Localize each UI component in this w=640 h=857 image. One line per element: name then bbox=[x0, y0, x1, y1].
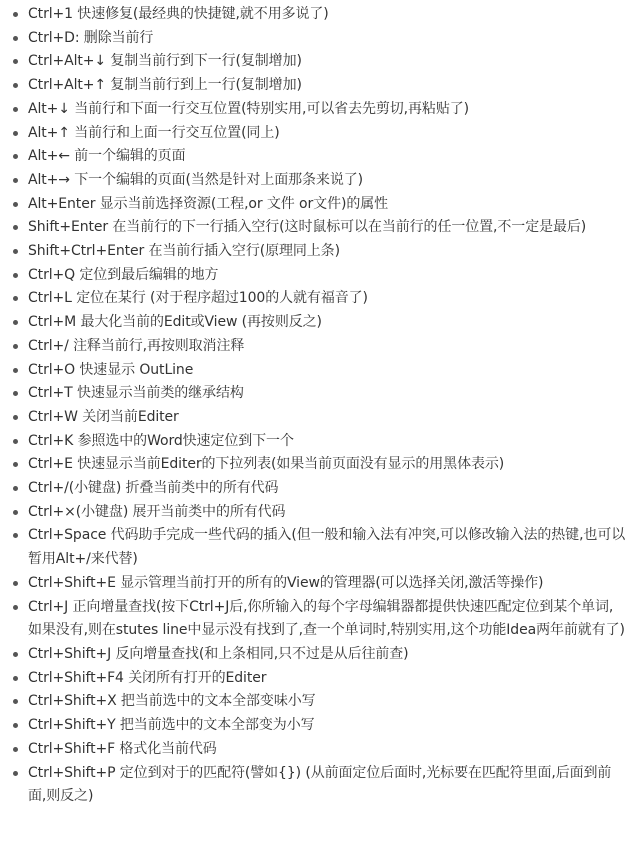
list-item: Ctrl+Shift+Y 把当前选中的文本全部变为小写 bbox=[12, 714, 626, 738]
list-item: Ctrl+Shift+E 显示管理当前打开的所有的View的管理器(可以选择关闭,激活等操作) bbox=[12, 572, 626, 596]
list-item: Ctrl+L 定位在某行 (对于程序超过100的人就有福音了) bbox=[12, 287, 626, 311]
list-item: Alt+→ 下一个编辑的页面(当然是针对上面那条来说了) bbox=[12, 169, 626, 193]
list-item: Ctrl+×(小键盘) 展开当前类中的所有代码 bbox=[12, 501, 626, 525]
list-item: Alt+Enter 显示当前选择资源(工程,or 文件 or文件)的属性 bbox=[12, 193, 626, 217]
list-item: Ctrl+J 正向增量查找(按下Ctrl+J后,你所输入的每个字母编辑器都提供快速匹配定位到某个单词,如果没有,则在stutes line中显示没有找到了,查一个单词时,特别实用,这个功能Idea两年前就有了) bbox=[12, 596, 626, 643]
list-item: Alt+↑ 当前行和上面一行交互位置(同上) bbox=[12, 122, 626, 146]
list-item: Ctrl+T 快速显示当前类的继承结构 bbox=[12, 382, 626, 406]
list-item: Ctrl+Shift+P 定位到对于的匹配符(譬如{}) (从前面定位后面时,光标要在匹配符里面,后面到前面,则反之) bbox=[12, 762, 626, 809]
list-item: Ctrl+Shift+X 把当前选中的文本全部变味小写 bbox=[12, 690, 626, 714]
list-item: Ctrl+Alt+↓ 复制当前行到下一行(复制增加) bbox=[12, 50, 626, 74]
list-item: Ctrl+E 快速显示当前Editer的下拉列表(如果当前页面没有显示的用黑体表示) bbox=[12, 453, 626, 477]
list-item: Shift+Ctrl+Enter 在当前行插入空行(原理同上条) bbox=[12, 240, 626, 264]
list-item: Ctrl+Alt+↑ 复制当前行到上一行(复制增加) bbox=[12, 74, 626, 98]
list-item: Shift+Enter 在当前行的下一行插入空行(这时鼠标可以在当前行的任一位置,不一定是最后) bbox=[12, 216, 626, 240]
list-item: Ctrl+Shift+F4 关闭所有打开的Editer bbox=[12, 667, 626, 691]
list-item: Alt+↓ 当前行和下面一行交互位置(特别实用,可以省去先剪切,再粘贴了) bbox=[12, 98, 626, 122]
shortcut-list bbox=[12, 3, 626, 809]
list-item: Ctrl+M 最大化当前的Edit或View (再按则反之) bbox=[12, 311, 626, 335]
list-item: Ctrl+/ 注释当前行,再按则取消注释 bbox=[12, 335, 626, 359]
list-item: Ctrl+Q 定位到最后编辑的地方 bbox=[12, 264, 626, 288]
list-item: Ctrl+Shift+F 格式化当前代码 bbox=[12, 738, 626, 762]
list-item: Ctrl+K 参照选中的Word快速定位到下一个 bbox=[12, 430, 626, 454]
list-item: Ctrl+Space 代码助手完成一些代码的插入(但一般和输入法有冲突,可以修改输入法的热键,也可以暂用Alt+/来代替) bbox=[12, 524, 626, 571]
list-item: Ctrl+1 快速修复(最经典的快捷键,就不用多说了) bbox=[12, 3, 626, 27]
list-item: Ctrl+W 关闭当前Editer bbox=[12, 406, 626, 430]
list-item: Ctrl+/(小键盘) 折叠当前类中的所有代码 bbox=[12, 477, 626, 501]
list-item: Ctrl+D: 删除当前行 bbox=[12, 27, 626, 51]
list-item: Alt+← 前一个编辑的页面 bbox=[12, 145, 626, 169]
list-item: Ctrl+Shift+J 反向增量查找(和上条相同,只不过是从后往前查) bbox=[12, 643, 626, 667]
list-item: Ctrl+O 快速显示 OutLine bbox=[12, 359, 626, 383]
